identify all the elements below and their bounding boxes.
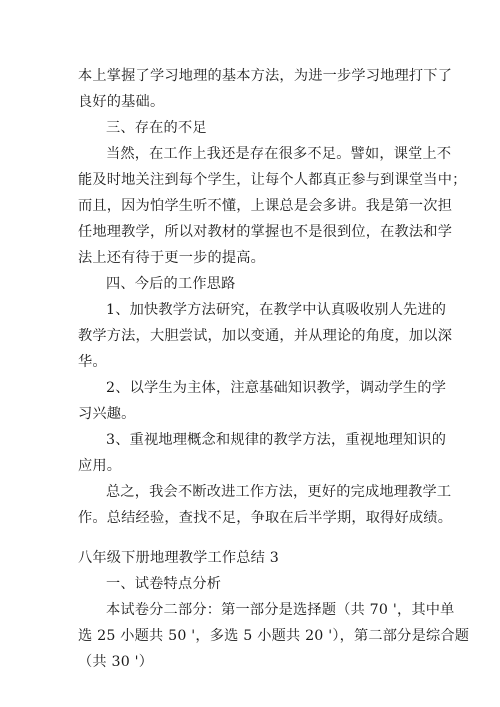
list-item-line: 华。 xyxy=(78,354,107,370)
section-heading: 四、今后的工作思路 xyxy=(106,276,236,292)
paragraph-line: 任地理教学，所以对教材的掌握也不是很到位，在教法和学 xyxy=(78,224,453,240)
list-item-line: 3、重视地理概念和规律的教学方法，重视地理知识的 xyxy=(106,432,447,448)
paragraph-line: 总之，我会不断改进工作方法，更好的完成地理教学工 xyxy=(106,484,452,500)
paragraph-line: （共 30 '） xyxy=(78,654,154,670)
section-heading: 三、存在的不足 xyxy=(106,120,207,136)
list-item-line: 教学方法，大胆尝试，加以变通，并从理论的角度，加以深 xyxy=(78,328,453,344)
list-item-line: 1、加快教学方法研究，在教学中认真吸收别人先进的 xyxy=(106,302,447,318)
paragraph-line: 能及时地关注到每个学生，让每个人都真正参与到课堂当中； xyxy=(78,172,467,188)
paragraph-line: 法上还有待于更一步的提高。 xyxy=(78,250,266,266)
document-title: 八年级下册地理教学工作总结 3 xyxy=(78,550,279,566)
paragraph-line: 当然，在工作上我还是存在很多不足。譬如，课堂上不 xyxy=(106,146,452,162)
list-item-line: 应用。 xyxy=(78,458,122,474)
paragraph-line: 本试卷分二部分：第一部分是选择题（共 70 '，其中单 xyxy=(106,602,455,618)
paragraph-line: 而且，因为怕学生听不懂，上课总是会多讲。我是第一次担 xyxy=(78,198,453,214)
paragraph-line: 选 25 小题共 50 '，多选 5 小题共 20 '），第二部分是综合题 xyxy=(78,628,470,644)
list-item-line: 2、以学生为主体，注意基础知识教学，调动学生的学 xyxy=(106,380,447,396)
paragraph-line: 作。总结经验，查找不足，争取在后半学期，取得好成绩。 xyxy=(78,510,453,526)
list-item-line: 习兴趣。 xyxy=(78,406,136,422)
paragraph-line: 本上掌握了学习地理的基本方法，为进一步学习地理打下了 xyxy=(78,68,453,84)
paragraph-line: 良好的基础。 xyxy=(78,94,165,110)
section-heading: 一、试卷特点分析 xyxy=(106,576,222,592)
